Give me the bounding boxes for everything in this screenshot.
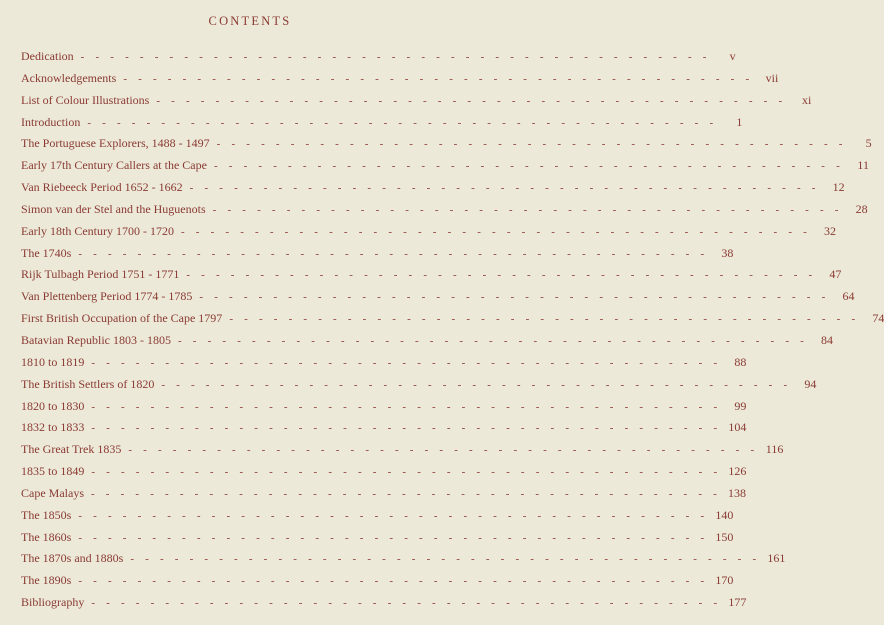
dot-leader: - - - - - - - - - - - - - - - - - - - - - - - - - - - - - - - - - - - - - - - - - - -	[91, 422, 722, 435]
toc-entry	[21, 442, 784, 464]
toc-entry-page-number: 64	[842, 289, 855, 304]
toc-entry	[21, 551, 786, 573]
toc-entry-page-number: xi	[802, 92, 812, 107]
toc-entry	[21, 420, 747, 442]
dot-leader: - - - - - - - - - - - - - - - - - - - - - - - - - - - - - - - - - - - - - - - - - - -	[186, 269, 817, 282]
toc-entry-title: The Portuguese Explorers, 1488 - 1497	[21, 136, 210, 151]
toc-entry-title: Early 17th Century Callers at the Cape	[21, 158, 207, 173]
toc-entry-page-number: 138	[728, 485, 746, 500]
toc-entry-title: The 1850s	[21, 507, 72, 522]
toc-entry	[21, 464, 747, 486]
dot-leader: - - - - - - - - - - - - - - - - - - - - - - - - - - - - - - - - - - - - - - - - - - -	[128, 444, 759, 457]
toc-entry-page-number: 12	[832, 180, 845, 195]
toc-entry-title: Rijk Tulbagh Period 1751 - 1771	[21, 267, 180, 282]
toc-entry	[21, 573, 734, 595]
dot-leader: - - - - - - - - - - - - - - - - - - - - - - - - - - - - - - - - - - - - - - - - - - -	[177, 334, 808, 347]
dot-leader: - - - - - - - - - - - - - - - - - - - - - - - - - - - - - - - - - - - - - - - - - - -	[87, 116, 718, 129]
dot-leader: - - - - - - - - - - - - - - - - - - - - - - - - - - - - - - - - - - - - - - - - - - -	[78, 575, 709, 588]
toc-entry-page-number: v	[729, 49, 736, 63]
toc-entry-page-number: 88	[734, 354, 747, 369]
dot-leader: - - - - - - - - - - - - - - - - - - - - - - - - - - - - - - - - - - - - - - - - - - -	[90, 487, 721, 500]
table-of-contents	[21, 49, 884, 617]
dot-leader: - - - - - - - - - - - - - - - - - - - - - - - - - - - - - - - - - - - - - - - - - - -	[91, 356, 722, 369]
dot-leader: - - - - - - - - - - - - - - - - - - - - - - - - - - - - - - - - - - - - - - - - - - -	[216, 138, 847, 151]
toc-entry-title: 1820 to 1830	[21, 398, 85, 413]
dot-leader: - - - - - - - - - - - - - - - - - - - - - - - - - - - - - - - - - - - - - - - - - - -	[91, 466, 722, 479]
toc-entry-title: First British Occupation of the Cape 1797	[21, 311, 223, 326]
toc-entry-title: The British Settlers of 1820	[21, 376, 155, 391]
toc-entry	[21, 485, 746, 508]
toc-entry-page-number: 150	[715, 529, 734, 544]
toc-entry-page-number: 32	[824, 223, 836, 238]
toc-entry-title: The 1860s	[21, 529, 72, 544]
toc-entry-page-number: 28	[855, 201, 868, 216]
toc-entry	[21, 49, 736, 71]
toc-entry-title: Cape Malays	[21, 485, 84, 500]
toc-entry-title: 1810 to 1819	[21, 354, 85, 369]
toc-entry-title: Introduction	[21, 114, 81, 129]
toc-entry-page-number: 38	[721, 245, 734, 260]
toc-entry-title: 1835 to 1849	[21, 464, 85, 479]
toc-entry-title: Van Riebeeck Period 1652 - 1662	[21, 180, 183, 195]
toc-entry	[21, 332, 833, 355]
toc-entry-page-number: 104	[728, 420, 747, 435]
toc-entry-page-number: 116	[765, 442, 784, 457]
toc-entry-title: The 1870s and 1880s	[21, 551, 124, 566]
toc-entry	[21, 376, 817, 399]
dot-leader: - - - - - - - - - - - - - - - - - - - - - - - - - - - - - - - - - - - - - - - - - - -	[78, 531, 709, 544]
toc-entry-page-number: 47	[829, 267, 842, 282]
toc-entry	[21, 158, 869, 180]
toc-entry-title: The 1740s	[21, 245, 72, 260]
toc-entry-title: 1832 to 1833	[21, 420, 85, 435]
toc-entry-page-number: 1	[736, 114, 743, 129]
dot-leader: - - - - - - - - - - - - - - - - - - - - - - - - - - - - - - - - - - - - - - - - - - -	[180, 225, 811, 238]
dot-leader: - - - - - - - - - - - - - - - - - - - - - - - - - - - - - - - - - - - - - - - - - - -	[229, 313, 860, 326]
toc-entry-title: Batavian Republic 1803 - 1805	[21, 332, 171, 347]
dot-leader: - - - - - - - - - - - - - - - - - - - - - - - - - - - - - - - - - - - - - - - - - - -	[156, 94, 787, 107]
toc-entry	[21, 311, 884, 333]
toc-entry	[21, 289, 855, 311]
dot-leader: - - - - - - - - - - - - - - - - - - - - - - - - - - - - - - - - - - - - - - - - - - -	[91, 400, 722, 413]
toc-entry-page-number: 74	[872, 311, 884, 326]
dot-leader: - - - - - - - - - - - - - - - - - - - - - - - - - - - - - - - - - - - - - - - - - - -	[130, 553, 761, 566]
toc-entry-page-number: 5	[865, 136, 872, 151]
dot-leader: - - - - - - - - - - - - - - - - - - - - - - - - - - - - - - - - - - - - - - - - - - -	[189, 182, 820, 195]
toc-entry-title: Acknowledgements	[21, 70, 117, 85]
toc-entry-title: List of Colour Illustrations	[21, 92, 150, 107]
toc-entry-title: Bibliography	[21, 595, 85, 610]
toc-entry-title: Dedication	[21, 49, 74, 63]
toc-entry-title: The 1890s	[21, 573, 72, 588]
toc-entry	[21, 595, 747, 617]
toc-entry	[21, 92, 812, 115]
toc-entry-title: The Great Trek 1835	[21, 442, 122, 457]
toc-entry-page-number: 11	[857, 158, 869, 173]
toc-entry	[21, 180, 845, 202]
toc-entry-title: Early 18th Century 1700 - 1720	[21, 223, 174, 238]
toc-entry-page-number: vii	[765, 70, 779, 85]
toc-entry-page-number: 94	[804, 376, 817, 391]
toc-entry	[21, 223, 836, 246]
dot-leader: - - - - - - - - - - - - - - - - - - - - - - - - - - - - - - - - - - - - - - - - - - -	[91, 597, 722, 610]
toc-entry	[21, 136, 872, 158]
toc-entry	[21, 529, 734, 552]
toc-entry-page-number: 99	[734, 398, 747, 413]
toc-entry	[21, 70, 779, 93]
toc-entry-page-number: 161	[767, 551, 786, 566]
toc-entry	[21, 114, 743, 137]
dot-leader: - - - - - - - - - - - - - - - - - - - - - - - - - - - - - - - - - - - - - - - - - - -	[212, 203, 843, 216]
dot-leader: - - - - - - - - - - - - - - - - - - - - - - - - - - - - - - - - - - - - - - - - - - -	[78, 509, 709, 522]
dot-leader: - - - - - - - - - - - - - - - - - - - - - - - - - - - - - - - - - - - - - - - - - - -	[213, 160, 844, 173]
dot-leader: - - - - - - - - - - - - - - - - - - - - - - - - - - - - - - - - - - - - - - - - - - -	[161, 378, 792, 391]
toc-entry-page-number: 140	[715, 507, 734, 522]
toc-entry	[21, 267, 842, 289]
dot-leader: - - - - - - - - - - - - - - - - - - - - - - - - - - - - - - - - - - - - - - - - - - -	[78, 247, 709, 260]
toc-entry-title: Simon van der Stel and the Huguenots	[21, 201, 206, 216]
toc-entry-page-number: 177	[728, 595, 747, 610]
toc-entry-page-number: 126	[728, 464, 747, 479]
toc-entry	[21, 201, 868, 224]
dot-leader: - - - - - - - - - - - - - - - - - - - - - - - - - - - - - - - - - - - - - - - - - - -	[80, 51, 711, 63]
dot-leader: - - - - - - - - - - - - - - - - - - - - - - - - - - - - - - - - - - - - - - - - - - -	[123, 72, 754, 85]
toc-entry	[21, 507, 734, 530]
toc-entry-title: Van Plettenberg Period 1774 - 1785	[21, 289, 193, 304]
toc-entry	[21, 398, 747, 421]
toc-entry-page-number: 170	[715, 573, 734, 588]
toc-entry	[21, 354, 747, 377]
toc-entry-page-number: 84	[821, 332, 833, 347]
contents-heading: CONTENTS	[208, 14, 292, 28]
dot-leader: - - - - - - - - - - - - - - - - - - - - - - - - - - - - - - - - - - - - - - - - - - -	[199, 291, 830, 304]
toc-entry	[21, 245, 734, 268]
